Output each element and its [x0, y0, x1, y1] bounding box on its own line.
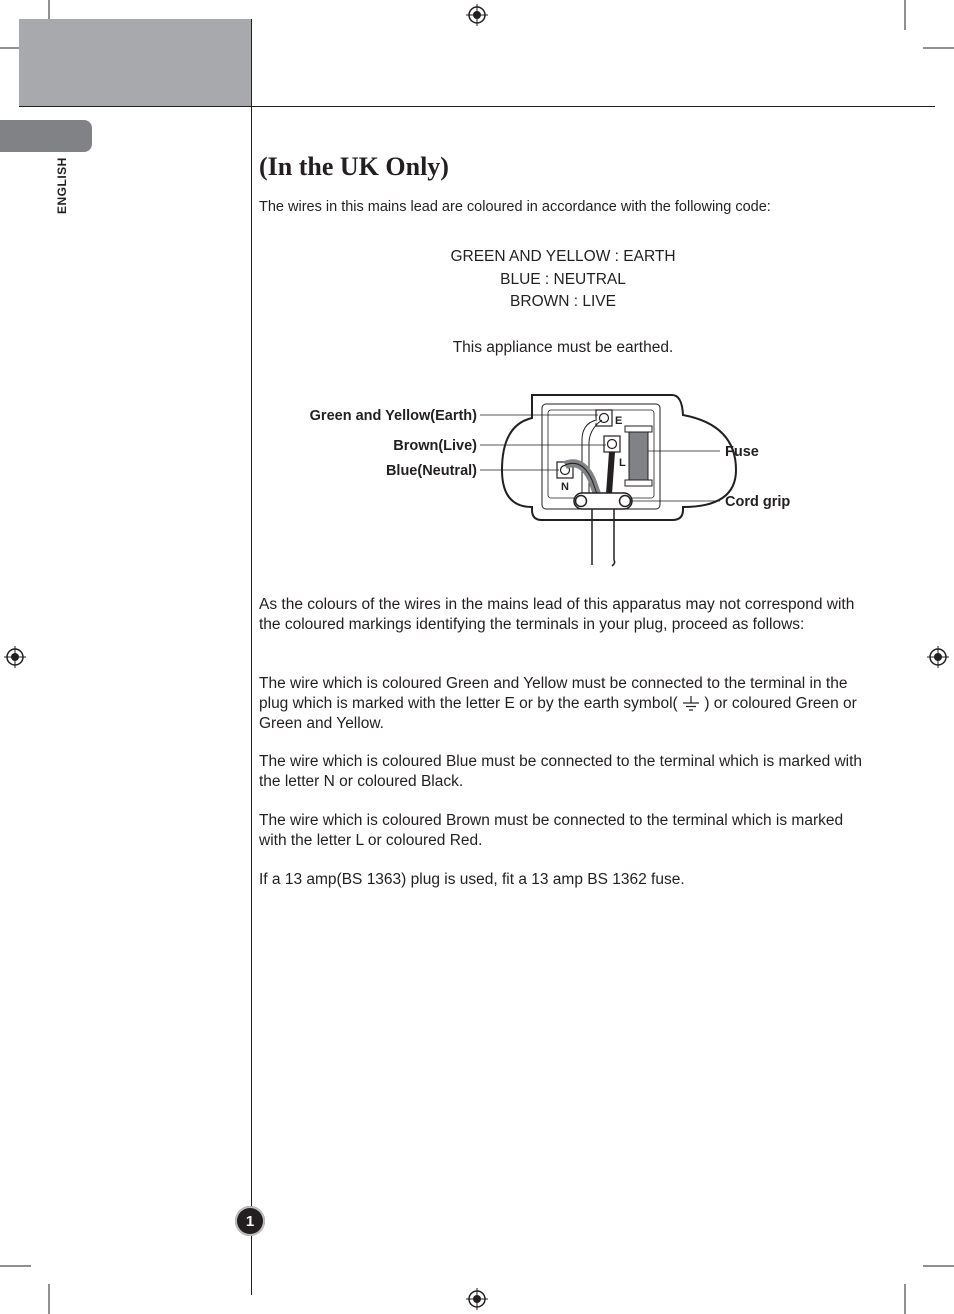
terminal-l-letter: L — [619, 457, 626, 469]
registration-mark-right — [927, 646, 949, 668]
paragraph-earth-wire-text-end: ) or coloured Green or Green and Yellow. — [259, 695, 857, 732]
header-rule — [19, 106, 935, 107]
terminal-e-letter: E — [615, 415, 623, 427]
paragraph-live-wire: The wire which is coloured Brown must be connected to the terminal which is marked with the letter L or coloured Red. — [259, 812, 844, 849]
terminal-n-letter: N — [561, 481, 569, 493]
paragraph-earth-wire — [259, 674, 871, 734]
earth-symbol-icon — [682, 696, 700, 712]
terminal-earth — [596, 410, 612, 426]
paragraph-earth-wire-text: The wire which is coloured Green and Yellow must be connected to the terminal in the plug which is marked with the letter E or by the earth symbol( — [259, 675, 848, 712]
page-number: 1 — [235, 1206, 265, 1236]
label-neutral: Blue(Neutral) — [385, 463, 477, 479]
colour-code-neutral: BLUE : NEUTRAL — [500, 271, 626, 288]
paragraph-colours-warning: As the colours of the wires in the mains lead of this apparatus may not correspond with the coloured markings identifying the terminals in your plug, proceed as follows: — [259, 596, 855, 633]
fuse-icon — [629, 426, 648, 486]
language-label: ENGLISH — [55, 157, 69, 214]
wire-live — [609, 452, 612, 494]
registration-mark-bottom — [466, 1288, 488, 1310]
header-block — [19, 19, 251, 106]
colour-code-live: BROWN : LIVE — [510, 293, 616, 310]
registration-mark-top — [466, 4, 488, 26]
registration-mark-left — [4, 646, 26, 668]
colour-code-earth: GREEN AND YELLOW : EARTH — [450, 248, 676, 265]
intro-text: The wires in this mains lead are coloured in accordance with the following code: — [259, 199, 771, 215]
earthed-note: This appliance must be earthed. — [452, 339, 674, 356]
margin-rule — [251, 19, 252, 1295]
label-cord-grip: Cord grip — [725, 494, 791, 510]
paragraph-fuse-rating: If a 13 amp(BS 1363) plug is used, fit a 13 amp BS 1362 fuse. — [259, 871, 685, 888]
page-title: (In the UK Only) — [259, 152, 449, 181]
label-fuse: Fuse — [725, 444, 759, 460]
plug-wiring-diagram — [252, 380, 852, 575]
label-live: Brown(Live) — [393, 438, 477, 454]
terminal-live — [604, 436, 620, 452]
label-earth: Green and Yellow(Earth) — [309, 408, 477, 424]
paragraph-neutral-wire: The wire which is coloured Blue must be connected to the terminal which is marked with the letter N or coloured Black. — [259, 753, 863, 790]
language-tab — [0, 120, 92, 152]
